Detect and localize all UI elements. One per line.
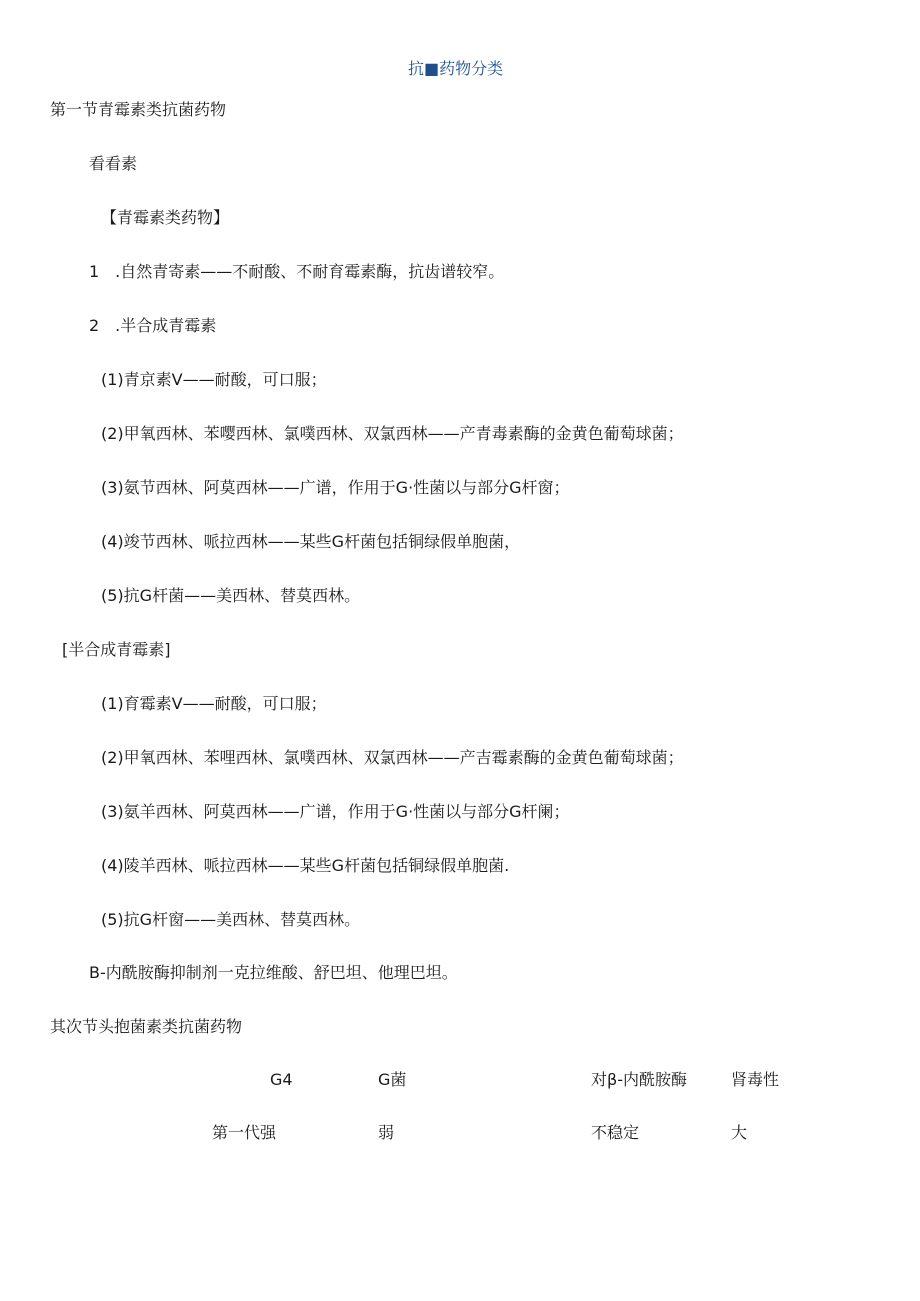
list1-item-3: (3)氨节西林、阿莫西林——广谱，作用于G·性菌以与部分G杆窗； [101, 478, 570, 497]
list1-item-4: (4)竣节西林、哌拉西林——某些G杆菌包括铜绿假单胞菌， [101, 532, 521, 551]
section1-heading: 第一节青霉素类抗菌药物 [50, 100, 227, 119]
list2-item-4: (4)陵羊西林、哌拉西林——某些G杆菌包括铜绿假单胞菌. [101, 856, 510, 875]
list2-item-5: (5)抗G杆窗——美西林、替莫西林。 [101, 910, 361, 929]
section1-subheading: 看看素 [89, 154, 138, 173]
numbered-item-1: 1 .自然青寄素——不耐酸、不耐育霉素酶，抗齿谱较窄。 [89, 262, 505, 281]
list2-item-3: (3)氨羊西林、阿莫西林——广谱，作用于G·性菌以与部分G杆阑； [101, 802, 570, 821]
table-header-beta-lactamase: 对β-内酰胺酶 [591, 1070, 687, 1089]
list1-item-5: (5)抗G杆菌——美西林、替莫西林。 [101, 586, 361, 605]
list1-item-1: (1)青京素V——耐酸，可口服； [101, 370, 327, 389]
table-header-nephrotoxicity: 肾毒性 [731, 1070, 780, 1089]
bracket-heading-penicillins: 【青霉素类药物】 [101, 208, 230, 227]
table-row1-g-negative: 弱 [378, 1123, 395, 1142]
document-title: 抗■药物分类 [408, 59, 504, 78]
table-row1-beta-lactamase: 不稳定 [591, 1123, 640, 1142]
list2-item-2: (2)甲氧西林、苯哩西林、氯噗西林、双氯西林——产吉霉素酶的金黄色葡萄球菌； [101, 748, 684, 767]
section2-heading: 其次节头抱菌素类抗菌药物 [50, 1017, 243, 1036]
list2-item-1: (1)育霉素V——耐酸，可口服； [101, 694, 327, 713]
table-row1-generation: 第一代强 [212, 1123, 277, 1142]
table-header-g-positive: G4 [270, 1070, 293, 1089]
bracket-heading-semisynthetic: [半合成青霉素] [62, 640, 171, 659]
table-header-g-negative: G菌 [378, 1070, 407, 1089]
inhibitor-line: B-内酰胺酶抑制剂一克拉维酸、舒巴坦、他理巴坦。 [89, 963, 458, 982]
list1-item-2: (2)甲氧西林、苯嘤西林、氯噗西林、双氯西林——产青毒素酶的金黄色葡萄球菌； [101, 424, 684, 443]
table-row1-nephrotoxicity: 大 [731, 1123, 748, 1142]
numbered-item-2: 2 .半合成青霉素 [89, 316, 217, 335]
